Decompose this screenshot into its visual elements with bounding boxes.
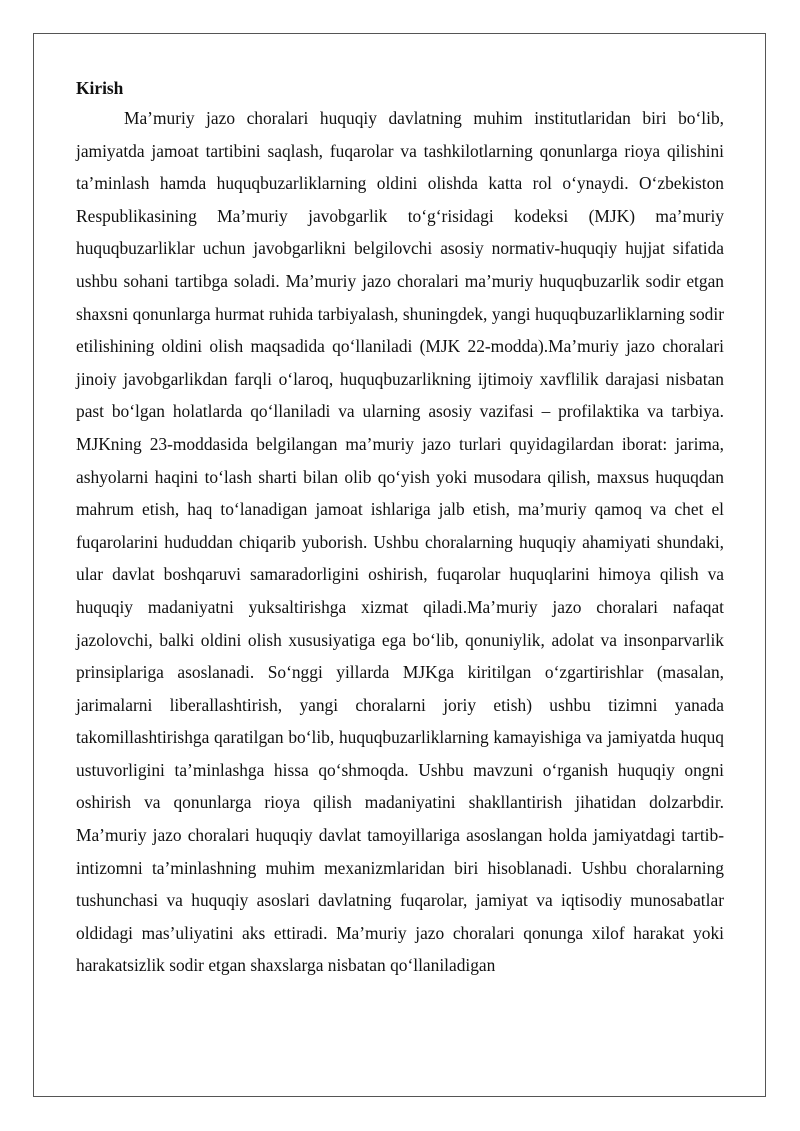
body-paragraph: Ma’muriy jazo choralari huquqiy davlatning muhim institutlaridan biri bo‘lib, jamiyatda jamoat tartibini saqlash, fuqarolar va tashkilotlarning qonunlarga rioya qilishini ta’minlash hamda huquqbuzarliklarning oldini olishda katta rol o‘ynaydi. O‘zbekiston Respublikasining Ma’muriy javobgarlik to‘g‘risidagi kodeksi (MJK) ma’muriy huquqbuzarliklar uchun javobgarlikni belgilovchi asosiy normativ-huquqiy hujjat sifatida ushbu sohani tartibga soladi. Ma’muriy jazo choralari ma’muriy huquqbuzarlik sodir etgan shaxsni qonunlarga hurmat ruhida tarbiyalash, shuningdek, yangi huquqbuzarliklarning sodir etilishining oldini olish maqsadida qo‘llaniladi (MJK 22-modda).Ma’muriy jazo choralari jinoiy javobgarlikdan farqli o‘laroq, huquqbuzarlikning ijtimoiy xavflilik darajasi nisbatan past bo‘lgan holatlarda qo‘llaniladi va ularning asosiy vazifasi – profilaktika va tarbiya. MJKning 23-moddasida belgilangan ma’muriy jazo turlari quyidagilardan iborat: jarima, ashyolarni haqini to‘lash sharti bilan olib qo‘yish yoki musodara qilish, maxsus huquqdan mahrum etish, haq to‘lanadigan jamoat ishlariga jalb etish, ma’muriy qamoq va chet el fuqarolarini hududdan chiqarib yuborish. Ushbu choralarning huquqiy ahamiyati shundaki, ular davlat boshqaruvi samaradorligini oshirish, fuqarolar huquqlarini himoya qilish va huquqiy madaniyatni yuksaltirishga xizmat qiladi.Ma’muriy jazo choralari nafaqat jazolovchi, balki oldini olish xususiyatiga ega bo‘lib, qonuniylik, adolat va insonparvarlik prinsiplariga asoslanadi. So‘nggi yillarda MJKga kiritilgan o‘zgartirishlar (masalan, jarimalarni liberallashtirish, yangi choralarni joriy etish) ushbu tizimni yanada takomillashtirishga qaratilgan bo‘lib, huquqbuzarliklarning kamayishiga va jamiyatda huquq ustuvorligini ta’minlashga hissa qo‘shmoqda. Ushbu mavzuni o‘rganish huquqiy ongni oshirish va qonunlarga rioya qilish madaniyatini shakllantirish jihatidan dolzarbdir. Ma’muriy jazo choralari huquqiy davlat tamoyillariga asoslangan holda jamiyatdagi tartib-intizomni ta’minlashning muhim mexanizmlaridan biri hisoblanadi. Ushbu choralarning tushunchasi va huquqiy asoslari davlatning fuqarolar, jamiyat va iqtisodiy munosabatlar oldidagi mas’uliyatini aks ettiradi. Ma’muriy jazo choralari qonunga xilof harakat yoki harakatsizlik sodir etgan shaxslarga nisbatan qo‘llaniladigan (76, 108, 724, 976)
section-heading: Kirish (76, 78, 124, 98)
document-body (76, 74, 724, 982)
